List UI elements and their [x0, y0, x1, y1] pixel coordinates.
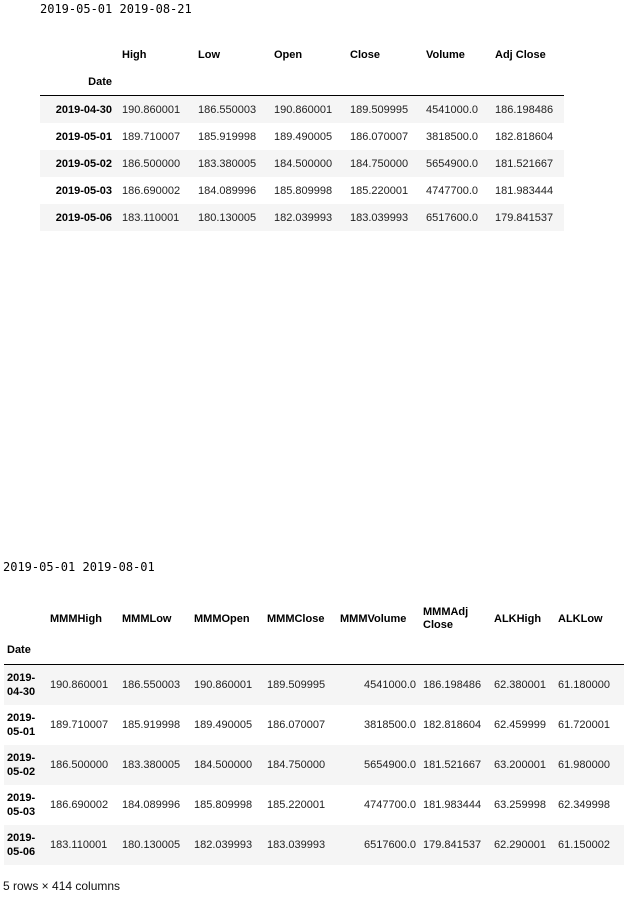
table-row: [4, 745, 624, 785]
table-cell: 190.860001: [194, 679, 253, 691]
dataframe-table-1: [40, 41, 564, 231]
table-cell: 4541000.0: [364, 679, 416, 691]
table-cell: 186.198486: [423, 679, 482, 691]
table-row: [40, 96, 564, 124]
table-cell: 4747700.0: [426, 184, 478, 197]
column-header: MMMAdj Close: [423, 606, 469, 631]
table-cell: 189.490005: [274, 130, 333, 143]
table-cell: 181.983444: [495, 184, 554, 197]
table-cell: 190.860001: [122, 103, 181, 116]
table-cell: 183.380005: [198, 157, 257, 170]
table-row: [40, 150, 564, 177]
index-name-row: [4, 636, 624, 665]
table-cell: 3818500.0: [364, 719, 416, 731]
table-row: [4, 825, 624, 865]
table-cell: 185.919998: [122, 719, 181, 731]
table-cell: 184.500000: [274, 157, 333, 170]
table-cell: 190.860001: [274, 103, 333, 116]
table-cell: 189.509995: [267, 679, 326, 691]
table-cell: 184.750000: [350, 157, 409, 170]
row-index: 2019- 04-30: [7, 672, 36, 698]
table-cell: 189.509995: [350, 103, 409, 116]
table-cell: 189.490005: [194, 719, 253, 731]
table-row: [40, 123, 564, 150]
table-cell: 183.039993: [350, 211, 409, 224]
table-cell: 185.809998: [274, 184, 333, 197]
dataframe-table-2: [4, 602, 624, 865]
table-row: [4, 705, 624, 745]
table-cell: 184.750000: [267, 759, 326, 771]
table-cell: 181.983444: [423, 799, 482, 811]
table-cell: 185.919998: [198, 130, 257, 143]
row-index: 2019-05-06: [55, 211, 112, 224]
table-cell: 186.500000: [122, 157, 181, 170]
table-cell: 184.089996: [198, 184, 257, 197]
table-cell: 181.521667: [423, 759, 482, 771]
table-cell: 186.198486: [495, 103, 554, 116]
row-index: 2019- 05-03: [7, 792, 36, 818]
table-cell: 62.349998: [558, 799, 610, 811]
table-cell: 61.180000: [558, 679, 610, 691]
table-cell: 61.980000: [558, 759, 610, 771]
stdout-date-range-2: 2019-05-01 2019-08-01: [3, 560, 155, 574]
table-row: [40, 177, 564, 204]
column-header: High: [122, 48, 147, 61]
table-cell: 182.039993: [194, 839, 253, 851]
table-cell: 186.070007: [350, 130, 409, 143]
column-header: Close: [350, 48, 380, 61]
table-cell: 184.089996: [122, 799, 181, 811]
dataframe-shape-footer: 5 rows × 414 columns: [3, 879, 121, 893]
row-index: 2019- 05-02: [7, 752, 36, 778]
table-cell: 181.521667: [495, 157, 554, 170]
table-cell: 183.110001: [122, 211, 180, 224]
table-cell: 183.110001: [50, 839, 108, 851]
table-cell: 190.860001: [50, 679, 109, 691]
table-cell: 185.809998: [194, 799, 253, 811]
table-cell: 179.841537: [423, 839, 482, 851]
column-header: Volume: [426, 48, 465, 61]
table-cell: 184.500000: [194, 759, 253, 771]
column-header: Open: [274, 48, 303, 61]
table-cell: 62.459999: [494, 719, 546, 731]
column-header-row: [4, 602, 624, 636]
column-header: Low: [198, 48, 220, 61]
table-cell: 63.259998: [494, 799, 546, 811]
table-cell: 186.690002: [50, 799, 109, 811]
row-index: 2019-05-03: [55, 184, 112, 197]
table-cell: 186.550003: [198, 103, 257, 116]
column-header: MMMOpen: [194, 612, 250, 625]
table-cell: 61.150002: [558, 839, 610, 851]
table-cell: 185.220001: [350, 184, 409, 197]
table-cell: 5654900.0: [364, 759, 416, 771]
table-cell: 62.290001: [494, 839, 546, 851]
table-row: [40, 204, 564, 231]
index-name: Date: [40, 68, 119, 96]
table-cell: 180.130005: [122, 839, 181, 851]
table-row: [4, 665, 624, 706]
column-header: MMMClose: [267, 612, 325, 625]
index-name-row: [40, 68, 564, 96]
table-cell: 4541000.0: [426, 103, 478, 116]
table-cell: 185.220001: [267, 799, 326, 811]
table-row: [4, 785, 624, 825]
table-cell: 180.130005: [198, 211, 257, 224]
table-cell: 189.710007: [122, 130, 181, 143]
column-header: MMMLow: [122, 612, 172, 625]
table-cell: 186.690002: [122, 184, 181, 197]
table-cell: 182.039993: [274, 211, 333, 224]
column-header: MMMVolume: [340, 612, 407, 625]
table-cell: 4747700.0: [364, 799, 416, 811]
row-index: 2019-04-30: [55, 103, 112, 116]
table-cell: 182.818604: [495, 130, 554, 143]
row-index: 2019-05-01: [55, 130, 112, 143]
table-cell: 61.720001: [558, 719, 610, 731]
column-header: MMMHigh: [50, 612, 102, 625]
row-index: 2019- 05-01: [7, 712, 36, 738]
column-header-row: [40, 41, 564, 68]
table-cell: 183.380005: [122, 759, 181, 771]
table-cell: 5654900.0: [426, 157, 478, 170]
table-cell: 186.550003: [122, 679, 181, 691]
column-header: Adj Close: [495, 48, 546, 61]
column-header: ALKLow: [558, 612, 603, 625]
table-cell: 6517600.0: [426, 211, 478, 224]
table-cell: 179.841537: [495, 211, 554, 224]
table-cell: 3818500.0: [426, 130, 478, 143]
table-cell: 186.500000: [50, 759, 109, 771]
table-cell: 182.818604: [423, 719, 482, 731]
table-cell: 183.039993: [267, 839, 326, 851]
table-cell: 62.380001: [494, 679, 546, 691]
index-name: Date: [4, 636, 47, 665]
row-index: 2019-05-02: [55, 157, 112, 170]
row-index: 2019- 05-06: [7, 832, 36, 858]
table-cell: 189.710007: [50, 719, 109, 731]
column-header: ALKHigh: [494, 612, 542, 625]
table-cell: 6517600.0: [364, 839, 416, 851]
stdout-date-range-1: 2019-05-01 2019-08-21: [40, 2, 192, 16]
table-cell: 63.200001: [494, 759, 546, 771]
table-cell: 186.070007: [267, 719, 326, 731]
